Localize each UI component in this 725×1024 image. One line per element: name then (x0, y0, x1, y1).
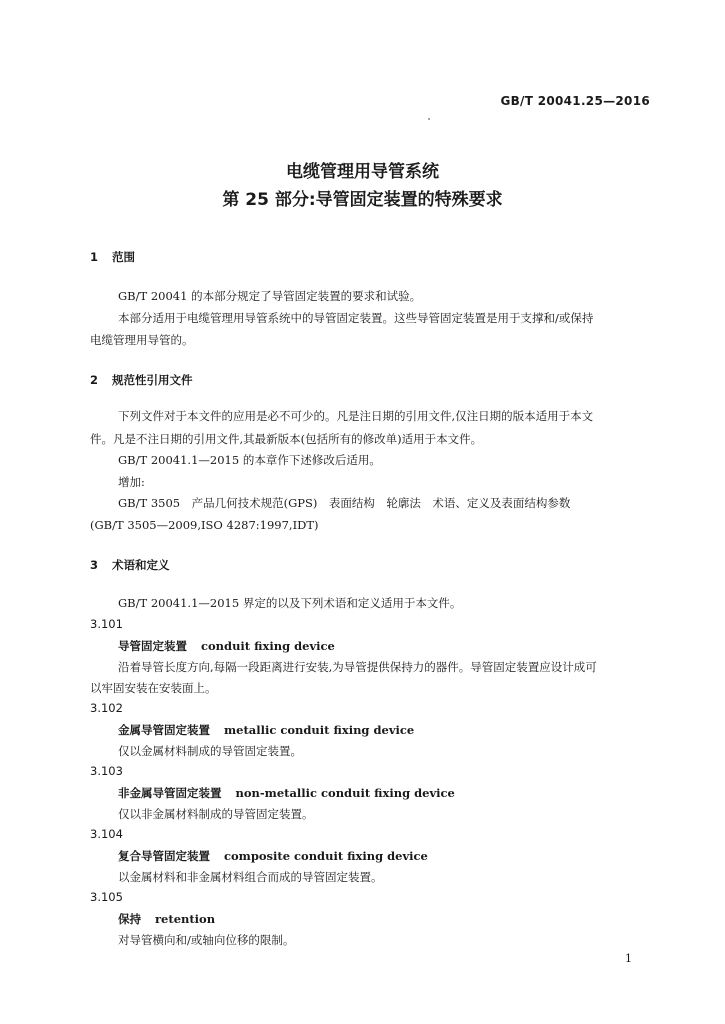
standard-number: GB/T 20041.25—2016 (500, 94, 650, 108)
section-title: 规范性引用文件 (112, 373, 193, 387)
term-heading (118, 722, 414, 738)
term-definition-continuation: 以牢固安装在安装面上。 (90, 681, 217, 695)
section-number: 3 (90, 558, 99, 572)
reference-entry: GB/T 3505 产品几何技术规范(GPS) 表面结构 轮廓法 术语、定义及表面结构参数 (118, 496, 571, 510)
term-heading (118, 638, 335, 654)
term-heading (118, 848, 428, 864)
page-number: 1 (625, 952, 632, 965)
term-number: 3.101 (90, 617, 123, 631)
term-heading (118, 785, 455, 801)
section-title: 范围 (112, 250, 135, 264)
term-zh: 金属导管固定装置 (118, 723, 210, 737)
scan-speck (428, 118, 430, 120)
term-en: non-metallic conduit fixing device (235, 786, 455, 800)
paragraph-continuation: 件。凡是不注日期的引用文件,其最新版本(包括所有的修改单)适用于本文件。 (90, 432, 483, 446)
term-heading (118, 911, 215, 927)
section-number: 1 (90, 250, 99, 264)
term-zh: 导管固定装置 (118, 639, 187, 653)
section-number: 2 (90, 373, 99, 387)
term-definition: 以金属材料和非金属材料组合而成的导管固定装置。 (118, 870, 383, 884)
term-zh: 复合导管固定装置 (118, 849, 210, 863)
paragraph: GB/T 20041.1—2015 的本章作下述修改后适用。 (118, 453, 381, 467)
term-definition: 仅以金属材料制成的导管固定装置。 (118, 744, 302, 758)
paragraph-continuation: 电缆管理用导管的。 (90, 333, 194, 347)
term-en: retention (155, 912, 216, 926)
section-3-heading (90, 557, 170, 573)
section-2-heading (90, 372, 193, 388)
document-title-line1: 电缆管理用导管系统 (286, 162, 439, 182)
term-number: 3.102 (90, 701, 123, 715)
term-zh: 保持 (118, 912, 141, 926)
term-number: 3.104 (90, 827, 123, 841)
term-en: metallic conduit fixing device (224, 723, 415, 737)
document-title-line2: 第 25 部分:导管固定装置的特殊要求 (222, 190, 503, 210)
term-en: conduit fixing device (201, 639, 335, 653)
section-1-heading (90, 249, 135, 265)
paragraph: 增加: (118, 475, 145, 489)
term-en: composite conduit fixing device (224, 849, 428, 863)
paragraph: 下列文件对于本文件的应用是必不可少的。凡是注日期的引用文件,仅注日期的版本适用于本文 (118, 409, 594, 423)
term-definition: 仅以非金属材料制成的导管固定装置。 (118, 807, 314, 821)
paragraph: GB/T 20041 的本部分规定了导管固定装置的要求和试验。 (118, 289, 422, 303)
paragraph: GB/T 20041.1—2015 界定的以及下列术语和定义适用于本文件。 (118, 596, 462, 610)
section-title: 术语和定义 (112, 558, 170, 572)
term-number: 3.103 (90, 764, 123, 778)
term-number: 3.105 (90, 890, 123, 904)
term-definition: 对导管横向和/或轴向位移的限制。 (118, 933, 295, 947)
paragraph: 本部分适用于电缆管理用导管系统中的导管固定装置。这些导管固定装置是用于支撑和/或保持 (118, 311, 594, 325)
term-definition: 沿着导管长度方向,每隔一段距离进行安装,为导管提供保持力的器件。导管固定装置应设计成可 (118, 660, 597, 674)
reference-entry-continuation: (GB/T 3505—2009,ISO 4287:1997,IDT) (90, 518, 319, 532)
term-zh: 非金属导管固定装置 (118, 786, 222, 800)
